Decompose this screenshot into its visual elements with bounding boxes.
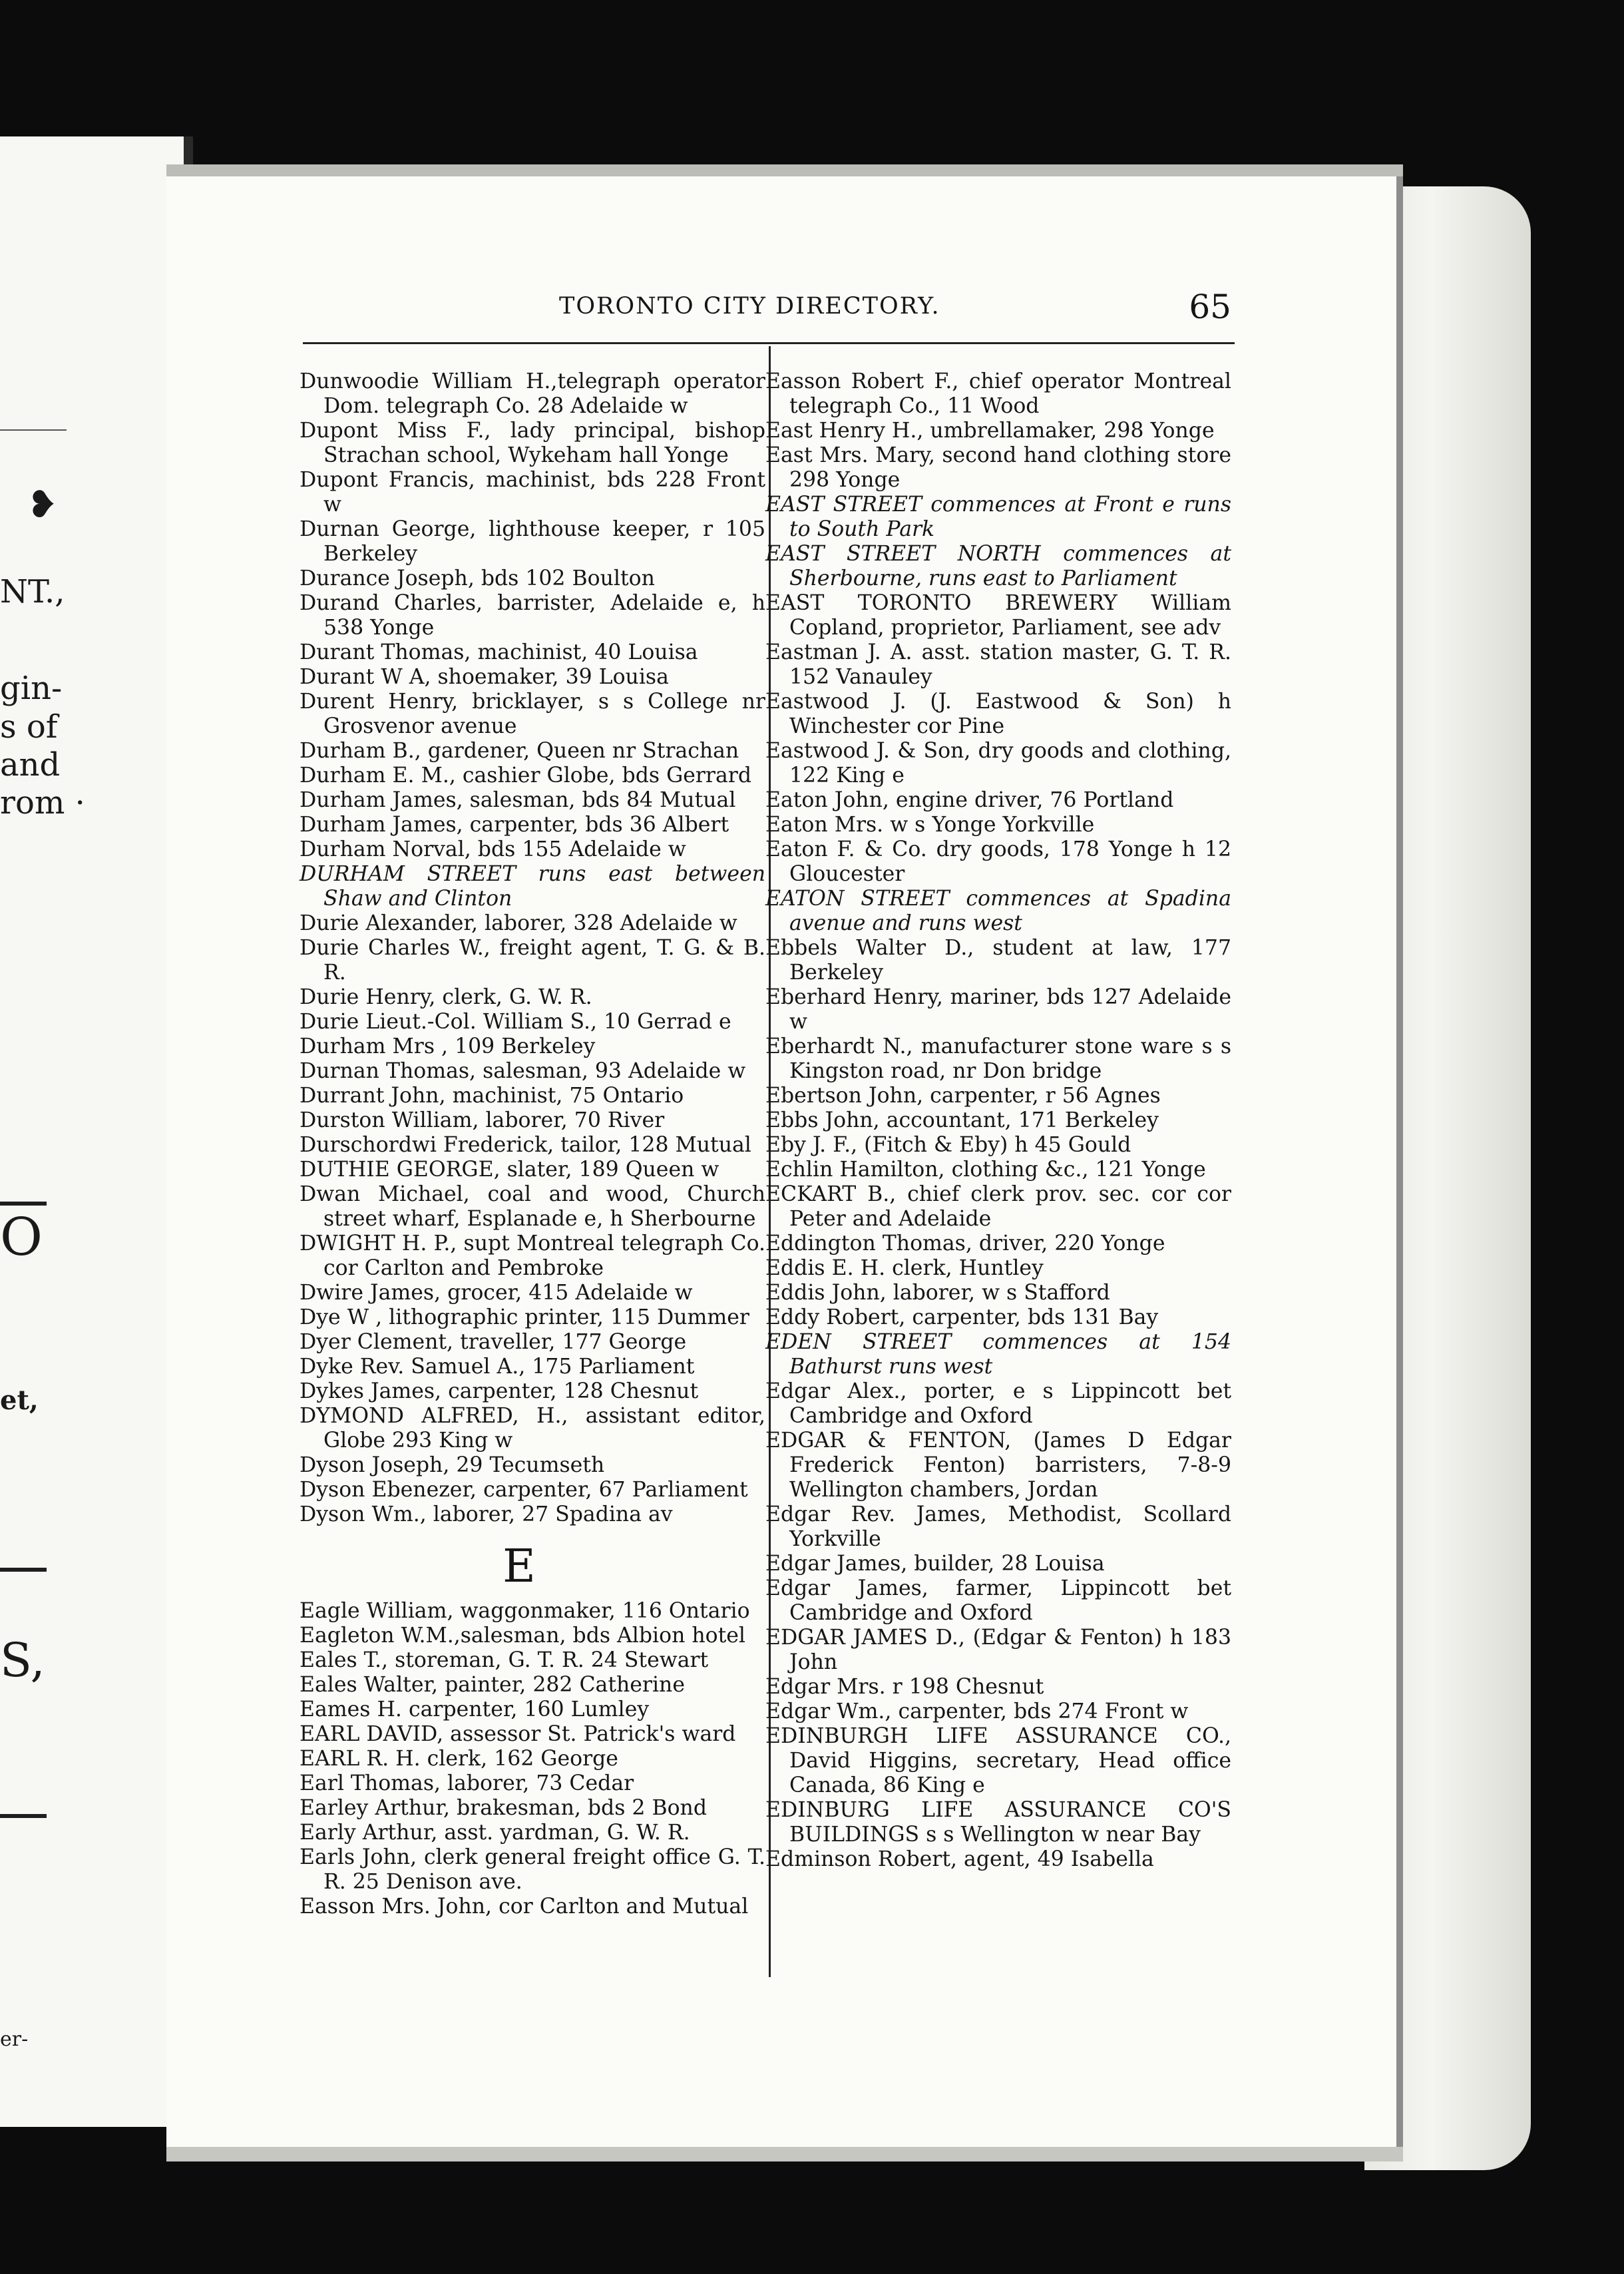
directory-entry: Easson Mrs. John, cor Carlton and Mutual: [300, 1895, 749, 1919]
facing-rule: [0, 429, 67, 431]
directory-entry: Edgar James, farmer, Lippincott bet Cambridge and Oxford: [765, 1576, 1231, 1625]
directory-entry: Echlin Hamilton, clothing &c., 121 Yonge: [765, 1158, 1206, 1182]
directory-entry: Earl Thomas, laborer, 73 Cedar: [300, 1771, 634, 1795]
directory-entry: Durham James, salesman, bds 84 Mutual: [300, 788, 736, 812]
directory-entry: Eaton Mrs. w s Yonge Yorkville: [765, 813, 1095, 837]
directory-entry: Durschordwi Frederick, tailor, 128 Mutual: [300, 1133, 751, 1157]
header-rule: [303, 342, 1235, 344]
directory-entry: Dyer Clement, traveller, 177 George: [300, 1330, 687, 1354]
directory-entry: Eby J. F., (Fitch & Eby) h 45 Gould: [765, 1133, 1131, 1157]
facing-text-fragment: NT.,: [0, 573, 65, 610]
directory-entry: Earls John, clerk general freight office G. T. R. 25 Denison ave.: [300, 1845, 765, 1894]
facing-rule: [0, 1814, 47, 1818]
directory-entry: Eddy Robert, carpenter, bds 131 Bay: [765, 1305, 1159, 1329]
directory-entry: Dyson Wm., laborer, 27 Spadina av: [300, 1502, 673, 1526]
directory-entry: Dyson Joseph, 29 Tecumseth: [300, 1453, 605, 1477]
directory-entry: Eastwood J. & Son, dry goods and clothing, 122 King e: [765, 739, 1231, 788]
section-letter: E: [503, 1540, 536, 1593]
facing-text-fragment: S,: [0, 1633, 45, 1688]
directory-entry: Durnan George, lighthouse keeper, r 105 Berkeley: [300, 517, 765, 566]
directory-entry: Eddis John, laborer, w s Stafford: [765, 1281, 1110, 1305]
directory-entry: Edgar James, builder, 28 Louisa: [765, 1552, 1105, 1576]
directory-entry: East Henry H., umbrellamaker, 298 Yonge: [765, 419, 1215, 443]
directory-entry: Durie Charles W., freight agent, T. G. & B. R.: [300, 936, 765, 985]
left-entries-e: [300, 1599, 765, 1919]
facing-rule: [0, 1202, 47, 1206]
directory-entry: Durrant John, machinist, 75 Ontario: [300, 1084, 684, 1108]
directory-entry: Durham B., gardener, Queen nr Strachan: [300, 739, 739, 763]
directory-entry: Early Arthur, asst. yardman, G. W. R.: [300, 1821, 690, 1845]
directory-entry: Eberhardt N., manufacturer stone ware s s Kingston road, nr Don bridge: [765, 1034, 1231, 1083]
directory-entry: Eales Walter, painter, 282 Catherine: [300, 1673, 685, 1697]
facing-page: [0, 136, 193, 2127]
running-head: TORONTO CITY DIRECTORY.: [559, 293, 940, 320]
directory-entry: Eberhard Henry, mariner, bds 127 Adelaide w: [765, 985, 1231, 1034]
facing-rule: [0, 1568, 47, 1572]
directory-entry: Eagle William, waggonmaker, 116 Ontario: [300, 1599, 750, 1623]
directory-entry: EARL R. H. clerk, 162 George: [300, 1747, 618, 1771]
directory-entry: Durston William, laborer, 70 River: [300, 1108, 665, 1132]
directory-entry: Durie Alexander, laborer, 328 Adelaide w: [300, 911, 737, 935]
directory-entry: EAST TORONTO BREWERY William Copland, proprietor, Parliament, see adv: [765, 591, 1231, 640]
directory-entry: Durham James, carpenter, bds 36 Albert: [300, 813, 729, 837]
directory-entry: Edgar Rev. James, Methodist, Scollard Yorkville: [765, 1502, 1231, 1551]
page-number: 65: [1189, 288, 1231, 326]
facing-text-fragment: er-: [0, 2028, 29, 2051]
directory-entry: DURHAM STREET runs east between Shaw and Clinton: [300, 862, 765, 911]
directory-entry: Durnan Thomas, salesman, 93 Adelaide w: [300, 1059, 746, 1083]
page-header: [559, 288, 1231, 333]
directory-entry: DWIGHT H. P., supt Montreal telegraph Co. cor Carlton and Pembroke: [300, 1232, 765, 1280]
directory-entry: EDINBURG LIFE ASSURANCE CO'S BUILDINGS s s Wellington w near Bay: [765, 1798, 1231, 1847]
directory-entry: Eastwood J. (J. Eastwood & Son) h Winchester cor Pine: [765, 690, 1231, 738]
directory-entry: Durant W A, shoemaker, 39 Louisa: [300, 665, 669, 689]
directory-entry: EARL DAVID, assessor St. Patrick's ward: [300, 1722, 736, 1746]
directory-entry: Dye W , lithographic printer, 115 Dummer: [300, 1305, 749, 1329]
directory-entry: Eddis E. H. clerk, Huntley: [765, 1256, 1044, 1280]
facing-text-fragment: et,: [0, 1385, 39, 1416]
directory-entry: Eagleton W.M.,salesman, bds Albion hotel: [300, 1624, 745, 1648]
directory-entry: Durham Mrs , 109 Berkeley: [300, 1034, 596, 1058]
directory-entry: Eaton F. & Co. dry goods, 178 Yonge h 12 Gloucester: [765, 837, 1231, 886]
directory-entry: Eastman J. A. asst. station master, G. T. R. 152 Vanauley: [765, 640, 1231, 689]
directory-entry: Durance Joseph, bds 102 Boulton: [300, 567, 655, 590]
directory-entry: Dunwoodie William H.,telegraph operator Dom. telegraph Co. 28 Adelaide w: [300, 369, 765, 418]
directory-entry: Dwire James, grocer, 415 Adelaide w: [300, 1281, 693, 1305]
directory-entry: Eaton John, engine driver, 76 Portland: [765, 788, 1174, 812]
directory-entry: EDINBURGH LIFE ASSURANCE CO., David Higgins, secretary, Head office Canada, 86 King e: [765, 1724, 1231, 1797]
left-column: [300, 369, 765, 1919]
facing-text-fragment: gin-: [0, 670, 63, 707]
directory-entry: Eddington Thomas, driver, 220 Yonge: [765, 1232, 1165, 1255]
right-column: [765, 369, 1231, 1872]
facing-text-fragment: and: [0, 746, 61, 784]
directory-entry: ECKART B., chief clerk prov. sec. cor cor Peter and Adelaide: [765, 1182, 1231, 1231]
directory-entry: EAST STREET commences at Front e runs to South Park: [765, 493, 1231, 541]
directory-entry: Ebbels Walter D., student at law, 177 Berkeley: [765, 936, 1231, 985]
directory-entry: EATON STREET commences at Spadina avenue and runs west: [765, 887, 1231, 935]
directory-entry: Durham Norval, bds 155 Adelaide w: [300, 837, 686, 861]
directory-entry: EDGAR & FENTON, (James D Edgar Frederick Fenton) barristers, 7-8-9 Wellington chambers, Jordan: [765, 1429, 1231, 1502]
directory-entry: Durand Charles, barrister, Adelaide e, h 538 Yonge: [300, 591, 765, 640]
directory-entry: EDEN STREET commences at 154 Bathurst runs west: [765, 1330, 1231, 1379]
directory-entry: Durham E. M., cashier Globe, bds Gerrard: [300, 764, 751, 788]
directory-entry: Durant Thomas, machinist, 40 Louisa: [300, 640, 698, 664]
directory-entry: Ebertson John, carpenter, r 56 Agnes: [765, 1084, 1161, 1108]
facing-text-fragment: s of: [0, 708, 58, 746]
directory-entry: Earley Arthur, brakesman, bds 2 Bond: [300, 1796, 708, 1820]
directory-entry: DYMOND ALFRED, H., assistant editor, Globe 293 King w: [300, 1404, 765, 1453]
directory-entry: Edgar Mrs. r 198 Chesnut: [765, 1675, 1044, 1699]
directory-entry: Eames H. carpenter, 160 Lumley: [300, 1698, 650, 1721]
directory-entry: Dykes James, carpenter, 128 Chesnut: [300, 1379, 699, 1403]
directory-entry: East Mrs. Mary, second hand clothing store 298 Yonge: [765, 443, 1231, 492]
facing-text-fragment: rom ·: [0, 784, 85, 821]
directory-entry: EAST STREET NORTH commences at Sherbourne, runs east to Parliament: [765, 542, 1231, 590]
directory-entry: Durent Henry, bricklayer, s s College nr Grosvenor avenue: [300, 690, 765, 738]
directory-entry: Durie Lieut.-Col. William S., 10 Gerrad e: [300, 1010, 731, 1034]
directory-entry: Dwan Michael, coal and wood, Church street wharf, Esplanade e, h Sherbourne: [300, 1182, 765, 1231]
decorative-ornament: ❥: [27, 483, 58, 527]
directory-entry: EDGAR JAMES D., (Edgar & Fenton) h 183 John: [765, 1626, 1231, 1674]
directory-entry: Durie Henry, clerk, G. W. R.: [300, 985, 592, 1009]
directory-entry: Dyson Ebenezer, carpenter, 67 Parliament: [300, 1478, 748, 1502]
directory-entry: DUTHIE GEORGE, slater, 189 Queen w: [300, 1158, 719, 1182]
directory-entry: Easson Robert F., chief operator Montreal telegraph Co., 11 Wood: [765, 369, 1231, 418]
directory-entry: Dupont Miss F., lady principal, bishop Strachan school, Wykeham hall Yonge: [300, 419, 765, 467]
directory-entry: Edminson Robert, agent, 49 Isabella: [765, 1847, 1154, 1871]
directory-entry: Dupont Francis, machinist, bds 228 Front w: [300, 468, 765, 517]
directory-entry: Eales T., storeman, G. T. R. 24 Stewart: [300, 1648, 709, 1672]
right-entries: [765, 369, 1231, 1872]
facing-text-fragment: O: [0, 1208, 43, 1267]
directory-entry: Edgar Alex., porter, e s Lippincott bet Cambridge and Oxford: [765, 1379, 1231, 1428]
directory-entry: Ebbs John, accountant, 171 Berkeley: [765, 1108, 1159, 1132]
directory-entry: Edgar Wm., carpenter, bds 274 Front w: [765, 1700, 1189, 1723]
directory-entry: Dyke Rev. Samuel A., 175 Parliament: [300, 1355, 695, 1379]
left-entries: [300, 369, 765, 1527]
